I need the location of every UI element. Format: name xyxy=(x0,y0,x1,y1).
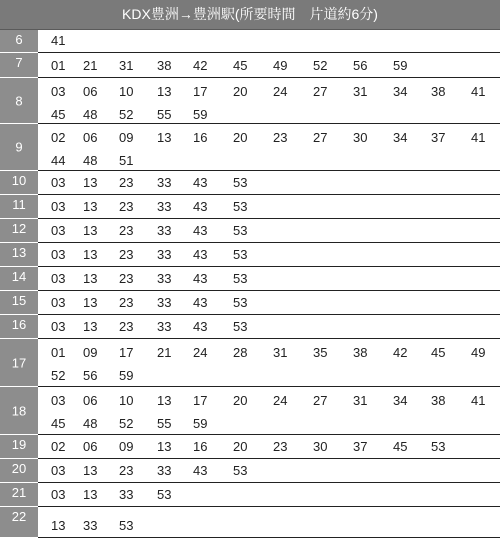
departure-minute: 43 xyxy=(193,199,208,214)
hour-label: 21 xyxy=(11,485,27,500)
departure-minute: 23 xyxy=(119,295,134,310)
hour-row-6 xyxy=(0,30,500,53)
departure-minutes xyxy=(38,219,500,243)
departure-minute: 38 xyxy=(431,84,446,99)
hour-cell xyxy=(0,387,38,435)
departure-minute: 45 xyxy=(431,345,446,360)
departure-minute: 35 xyxy=(313,345,328,360)
departure-minutes xyxy=(38,387,500,435)
hour-row-7 xyxy=(0,53,500,78)
departure-minute: 45 xyxy=(233,58,248,73)
departure-minute: 24 xyxy=(273,393,288,408)
departure-minutes xyxy=(38,435,500,459)
hour-label: 15 xyxy=(11,293,27,308)
hour-label: 7 xyxy=(15,55,23,70)
departure-minute: 21 xyxy=(157,345,172,360)
departure-minute: 03 xyxy=(51,223,66,238)
departure-minute: 41 xyxy=(471,130,486,145)
departure-minute: 23 xyxy=(119,271,134,286)
departure-minute: 33 xyxy=(119,487,134,502)
departure-minute: 42 xyxy=(193,58,208,73)
departure-minute: 48 xyxy=(83,153,98,168)
departure-minute: 31 xyxy=(353,393,368,408)
departure-minute: 43 xyxy=(193,223,208,238)
departure-minutes xyxy=(38,315,500,339)
departure-minute: 59 xyxy=(193,107,208,122)
departure-minute: 10 xyxy=(119,84,134,99)
departure-minute: 09 xyxy=(119,130,134,145)
departure-minute: 24 xyxy=(193,345,208,360)
departure-minute: 03 xyxy=(51,247,66,262)
hour-cell xyxy=(0,291,38,315)
departure-minute: 53 xyxy=(233,319,248,334)
departure-minute: 33 xyxy=(157,463,172,478)
hour-row-10 xyxy=(0,171,500,195)
departure-minute: 02 xyxy=(51,439,66,454)
departure-minutes xyxy=(38,195,500,219)
departure-minute: 27 xyxy=(313,393,328,408)
departure-minute: 20 xyxy=(233,130,248,145)
departure-minute: 03 xyxy=(51,393,66,408)
departure-minute: 33 xyxy=(157,319,172,334)
departure-minute: 43 xyxy=(193,463,208,478)
departure-minute: 38 xyxy=(353,345,368,360)
departure-minute: 31 xyxy=(353,84,368,99)
departure-minute: 23 xyxy=(119,247,134,262)
departure-minute: 52 xyxy=(313,58,328,73)
departure-minute: 28 xyxy=(233,345,248,360)
departure-minute: 13 xyxy=(83,295,98,310)
departure-minute: 52 xyxy=(51,368,66,383)
departure-minute: 43 xyxy=(193,271,208,286)
departure-minute: 23 xyxy=(273,439,288,454)
hour-row-9 xyxy=(0,124,500,171)
hour-cell xyxy=(0,171,38,195)
departure-minute: 17 xyxy=(119,345,134,360)
hour-cell xyxy=(0,339,38,387)
departure-minute: 53 xyxy=(119,518,134,533)
departure-minute: 56 xyxy=(353,58,368,73)
departure-minute: 53 xyxy=(431,439,446,454)
departure-minute: 13 xyxy=(83,271,98,286)
departure-minute: 52 xyxy=(119,107,134,122)
departure-minute: 53 xyxy=(233,247,248,262)
departure-minute: 33 xyxy=(157,247,172,262)
departure-minute: 53 xyxy=(233,271,248,286)
hour-cell xyxy=(0,53,38,78)
hour-row-20 xyxy=(0,459,500,483)
departure-minute: 13 xyxy=(157,84,172,99)
departure-minute: 53 xyxy=(233,295,248,310)
departure-minute: 23 xyxy=(119,175,134,190)
departure-minute: 23 xyxy=(273,130,288,145)
hour-label: 18 xyxy=(11,403,27,418)
hour-label: 11 xyxy=(12,197,26,212)
departure-minute: 34 xyxy=(393,130,408,145)
departure-minute: 06 xyxy=(83,84,98,99)
hour-cell xyxy=(0,195,38,219)
departure-minute: 06 xyxy=(83,439,98,454)
departure-minute: 20 xyxy=(233,393,248,408)
departure-minute: 51 xyxy=(119,153,134,168)
departure-minute: 03 xyxy=(51,295,66,310)
hour-cell xyxy=(0,459,38,483)
departure-minute: 30 xyxy=(313,439,328,454)
departure-minute: 13 xyxy=(83,223,98,238)
hour-label: 14 xyxy=(11,269,27,284)
hour-cell xyxy=(0,435,38,459)
departure-minute: 30 xyxy=(353,130,368,145)
departure-minute: 31 xyxy=(273,345,288,360)
departure-minute: 01 xyxy=(51,58,66,73)
departure-minute: 02 xyxy=(51,130,66,145)
departure-minute: 43 xyxy=(193,295,208,310)
hour-cell xyxy=(0,78,38,124)
hour-label: 20 xyxy=(11,461,27,476)
departure-minute: 16 xyxy=(193,130,208,145)
departure-minute: 43 xyxy=(193,319,208,334)
departure-minute: 56 xyxy=(83,368,98,383)
departure-minutes xyxy=(38,53,500,78)
hour-row-21 xyxy=(0,483,500,507)
departure-minute: 38 xyxy=(431,393,446,408)
departure-minute: 53 xyxy=(233,223,248,238)
departure-minute: 06 xyxy=(83,393,98,408)
hour-row-16 xyxy=(0,315,500,339)
departure-minute: 03 xyxy=(51,84,66,99)
departure-minute: 03 xyxy=(51,319,66,334)
departure-minute: 03 xyxy=(51,463,66,478)
hour-cell xyxy=(0,219,38,243)
hour-cell xyxy=(0,507,38,538)
departure-minute: 59 xyxy=(119,368,134,383)
departure-minute: 53 xyxy=(233,199,248,214)
departure-minute: 10 xyxy=(119,393,134,408)
departure-minute: 13 xyxy=(51,518,66,533)
departure-minute: 38 xyxy=(157,58,172,73)
departure-minute: 13 xyxy=(83,463,98,478)
hour-row-14 xyxy=(0,267,500,291)
departure-minute: 31 xyxy=(119,58,134,73)
departure-minutes xyxy=(38,243,500,267)
departure-minute: 13 xyxy=(157,439,172,454)
departure-minute: 44 xyxy=(51,153,66,168)
departure-minute: 41 xyxy=(471,84,486,99)
departure-minute: 13 xyxy=(83,487,98,502)
hour-row-11 xyxy=(0,195,500,219)
hour-label: 12 xyxy=(11,221,27,236)
departure-minute: 20 xyxy=(233,84,248,99)
departure-minute: 33 xyxy=(83,518,98,533)
departure-minute: 23 xyxy=(119,223,134,238)
departure-minute: 33 xyxy=(157,175,172,190)
departure-minute: 23 xyxy=(119,199,134,214)
departure-minutes xyxy=(38,339,500,387)
departure-minute: 09 xyxy=(119,439,134,454)
departure-minutes xyxy=(38,171,500,195)
hour-label: 6 xyxy=(15,32,23,47)
hour-label: 22 xyxy=(11,509,27,524)
departure-minute: 17 xyxy=(193,393,208,408)
departure-minute: 34 xyxy=(393,393,408,408)
departure-minute: 55 xyxy=(157,107,172,122)
departure-minute: 21 xyxy=(83,58,98,73)
departure-minute: 03 xyxy=(51,175,66,190)
departure-minute: 16 xyxy=(193,439,208,454)
departure-minute: 33 xyxy=(157,223,172,238)
departure-minute: 13 xyxy=(157,130,172,145)
departure-minutes xyxy=(38,507,500,538)
departure-minute: 53 xyxy=(157,487,172,502)
departure-minute: 27 xyxy=(313,130,328,145)
departure-minute: 52 xyxy=(119,416,134,431)
hour-cell xyxy=(0,483,38,507)
hour-row-15 xyxy=(0,291,500,315)
departure-minute: 53 xyxy=(233,175,248,190)
departure-minute: 03 xyxy=(51,487,66,502)
hour-cell xyxy=(0,315,38,339)
departure-minute: 27 xyxy=(313,84,328,99)
departure-minute: 49 xyxy=(471,345,486,360)
departure-minute: 17 xyxy=(193,84,208,99)
hour-cell xyxy=(0,124,38,171)
departure-minute: 41 xyxy=(51,33,66,48)
departure-minute: 33 xyxy=(157,199,172,214)
departure-minute: 24 xyxy=(273,84,288,99)
hour-label: 13 xyxy=(11,245,27,260)
departure-minute: 59 xyxy=(393,58,408,73)
departure-minute: 53 xyxy=(233,463,248,478)
departure-minute: 23 xyxy=(119,319,134,334)
departure-minute: 03 xyxy=(51,271,66,286)
departure-minutes xyxy=(38,124,500,171)
departure-minute: 01 xyxy=(51,345,66,360)
departure-minutes xyxy=(38,78,500,124)
departure-minute: 59 xyxy=(193,416,208,431)
departure-minute: 03 xyxy=(51,199,66,214)
departure-minute: 34 xyxy=(393,84,408,99)
hour-cell xyxy=(0,243,38,267)
departure-minute: 13 xyxy=(83,175,98,190)
departure-minute: 13 xyxy=(157,393,172,408)
departure-minutes xyxy=(38,459,500,483)
departure-minute: 43 xyxy=(193,175,208,190)
hour-label: 16 xyxy=(11,317,27,332)
timetable-title: KDX豊洲→豊洲駅(所要時間 片道約6分) xyxy=(0,0,500,30)
departure-minute: 42 xyxy=(393,345,408,360)
hour-row-18 xyxy=(0,387,500,435)
hour-row-8 xyxy=(0,78,500,124)
departure-minute: 41 xyxy=(471,393,486,408)
departure-minutes xyxy=(38,291,500,315)
departure-minute: 06 xyxy=(83,130,98,145)
departure-minute: 37 xyxy=(353,439,368,454)
departure-minute: 20 xyxy=(233,439,248,454)
departure-minutes xyxy=(38,30,500,53)
hour-row-22 xyxy=(0,507,500,538)
departure-minute: 45 xyxy=(51,107,66,122)
hour-row-13 xyxy=(0,243,500,267)
departure-minute: 45 xyxy=(393,439,408,454)
hour-row-17 xyxy=(0,339,500,387)
hour-cell xyxy=(0,30,38,53)
departure-minute: 49 xyxy=(273,58,288,73)
hour-row-12 xyxy=(0,219,500,243)
departure-minute: 13 xyxy=(83,319,98,334)
hour-cell xyxy=(0,267,38,291)
departure-minute: 13 xyxy=(83,247,98,262)
hour-label: 19 xyxy=(11,437,27,452)
departure-minutes xyxy=(38,483,500,507)
hour-label: 8 xyxy=(15,93,23,108)
departure-minute: 23 xyxy=(119,463,134,478)
hour-row-19 xyxy=(0,435,500,459)
departure-minute: 33 xyxy=(157,295,172,310)
departure-minute: 48 xyxy=(83,107,98,122)
departure-minute: 55 xyxy=(157,416,172,431)
hour-label: 10 xyxy=(11,173,27,188)
departure-minute: 37 xyxy=(431,130,446,145)
departure-minutes xyxy=(38,267,500,291)
departure-minute: 09 xyxy=(83,345,98,360)
departure-minute: 33 xyxy=(157,271,172,286)
hour-label: 9 xyxy=(15,139,23,155)
hour-label: 17 xyxy=(11,355,27,370)
departure-minute: 45 xyxy=(51,416,66,431)
departure-minute: 13 xyxy=(83,199,98,214)
departure-minute: 48 xyxy=(83,416,98,431)
departure-minute: 43 xyxy=(193,247,208,262)
